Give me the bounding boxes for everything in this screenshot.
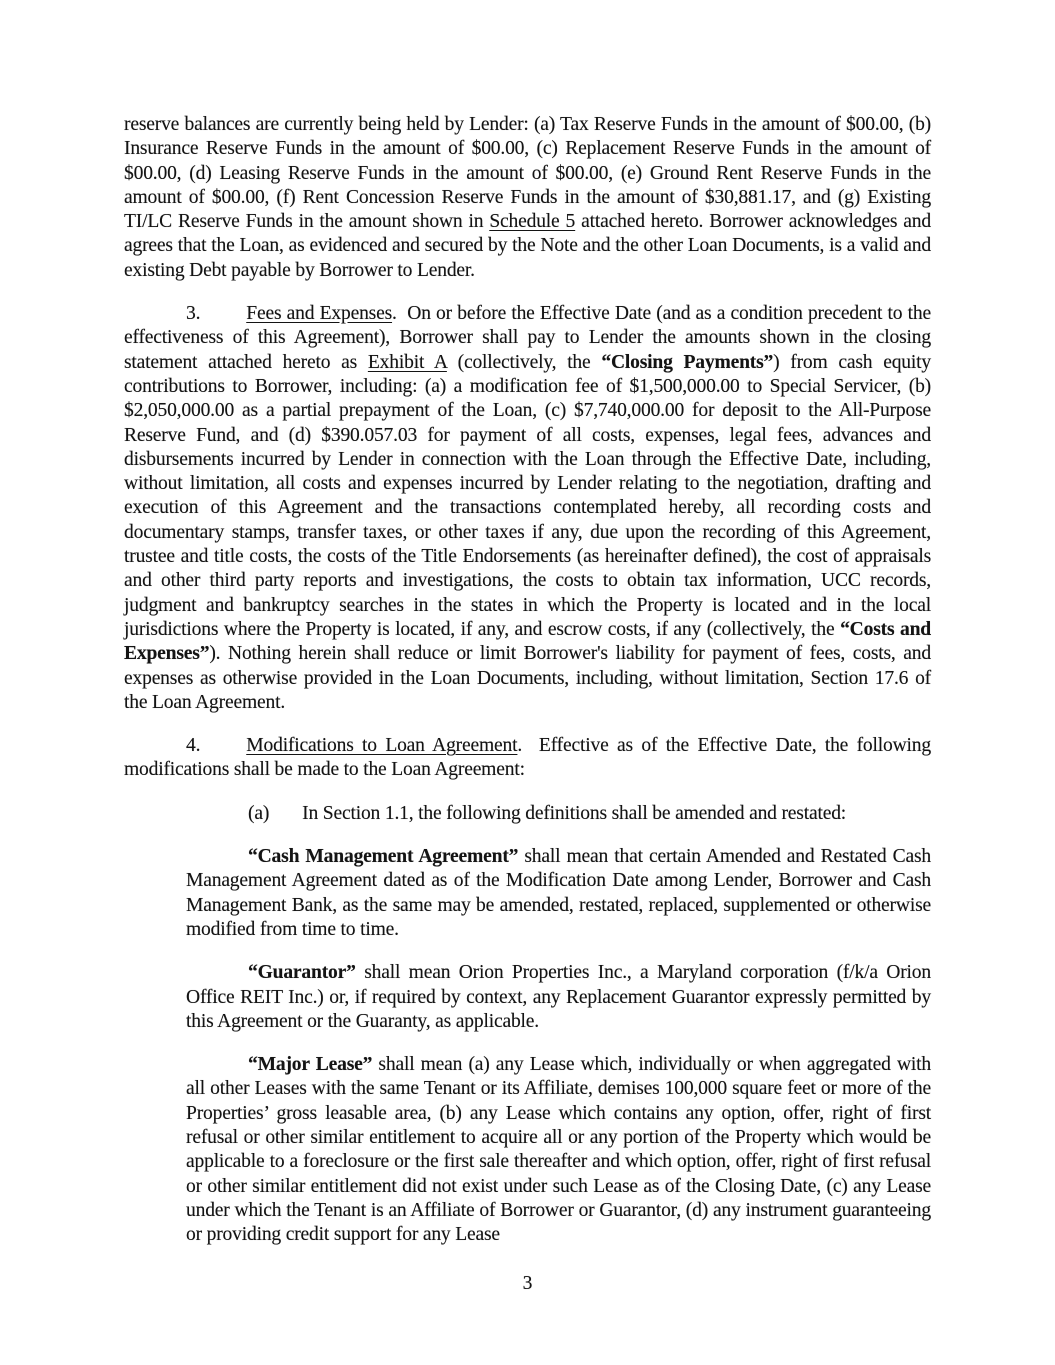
definition-guarantor — [186, 961, 931, 1034]
text-run: (collectively, the — [446, 351, 602, 373]
text-run: shall mean (a) any Lease which, individually or when aggregated with all other Leases with the same Tenant or its Affiliate, demises 100,000 square feet or more of the Properties’ gross leasable area, (b) any Lease which contains any option, offer, right of first refusal or other similar entitlement to acquire all or any portion of the Property which would be applicable to a foreclosure or the first sale thereafter and which option, offer, right of first refusal or other similar entitlement did not exist under such Lease as of the Closing Date, (c) any Lease under which the Tenant is an Affiliate of Borrower or Guarantor, (d) any instrument guaranteeing or providing credit support for any Lease — [186, 1054, 931, 1246]
paragraph-3-fees-and-expenses — [124, 302, 931, 715]
definition-major-lease — [186, 1053, 931, 1247]
text-run: shall mean Orion Properties Inc., a Maryland corporation (f/k/a Orion Office REIT Inc.) or, if required by context, any Replacement Guarantor expressly permitted by this Agreement or the Guaranty, as applicable. — [186, 962, 931, 1032]
paragraph-4a-section-1-1 — [124, 802, 931, 826]
list-marker: (a) — [248, 802, 270, 824]
defined-term-cash-management-agreement: “Cash Management Agreement” — [248, 846, 519, 868]
paragraph-4-modifications-to-loan-agreement — [124, 734, 931, 783]
text-run: ). Nothing herein shall reduce or limit Borrower's liability for payment of fees, costs, and expenses as otherwise provided in the Loan Documents, including, without limitation, Section 17.6 of the Loan Agreement. — [124, 643, 931, 713]
defined-term-guarantor: “Guarantor” — [248, 962, 356, 984]
text-run: ) from cash equity contributions to Borrower, including: (a) a modification fee of $1,500,000.00 to Special Servicer, (b) $2,050,000.00 as a partial prepayment of the Loan, (c) $7,740,000.00 for deposit to the All-Purpose Reserve Fund, and (d) $390.057.03 for payment of all costs, expenses, legal fees, advances and disbursements incurred by Lender in connection with the Loan through the Effective Date, including, without limitation, all costs and expenses incurred by Lender relating to the negotiation, drafting and execution of this Agreement and the transactions contemplated hereby, all recording costs and documentary stamps, transfer taxes, or other taxes if any, due upon the recording of this Agreement, trustee and title costs, the costs of the Title Endorsements (as hereinafter defined), the cost of appraisals and other third party reports and investigations, the costs to obtain tax information, UCC records, judgment and bankruptcy searches in the states in which the Property is located and in the local jurisdictions where the Property is located, if any, and escrow costs, if any (collectively, the — [124, 351, 931, 640]
text-run: . On or before the Effective Date (and as a condition precedent to the effectiveness of this Agreement), Borrower shall pay to Lender the amounts shown in the closing statement attached hereto as — [124, 303, 931, 373]
paragraph-reserve-balances — [124, 113, 931, 283]
section-heading-modifications: Modifications to Loan Agreement — [246, 735, 518, 757]
text-run: . Effective as of the Effective Date, the following modifications shall be made to the Loan Agreement: — [124, 735, 931, 781]
text-run: In Section 1.1, the following definitions shall be amended and restated: — [302, 802, 847, 824]
definition-cash-management-agreement — [186, 845, 931, 942]
defined-term-closing-payments: “Closing Payments” — [601, 351, 774, 373]
defined-term-costs-and-expenses: “Costs and Expenses” — [124, 618, 931, 665]
defined-term-major-lease: “Major Lease” — [248, 1054, 373, 1076]
text-run: attached hereto. Borrower acknowledges and agrees that the Loan, as evidenced and secured by the Note and the other Loan Documents, is a valid and existing Debt payable by Borrower to Lender. — [124, 211, 931, 281]
section-heading-fees-and-expenses: Fees and Expenses — [246, 303, 393, 325]
text-run: reserve balances are currently being held by Lender: (a) Tax Reserve Funds in the amount of $00.00, (b) Insurance Reserve Funds in the amount of $00.00, (c) Replacement Reserve Funds in the amount of $00.00, (d) Leasing Reserve Funds in the amount of $00.00, (e) Ground Rent Reserve Funds in the amount of $00.00, (f) Rent Concession Reserve Funds in the amount of $30,881.17, and (g) Existing TI/LC Reserve Funds in the amount shown in — [124, 114, 931, 233]
page-number: 3 — [522, 1273, 533, 1294]
section-number: 3. — [186, 303, 201, 325]
schedule-5-reference: Schedule 5 — [489, 211, 576, 233]
text-run: shall mean that certain Amended and Restated Cash Management Agreement dated as of the Modification Date among Lender, Borrower and Cash Management Bank, as the same may be amended, restated, replaced, supplemented or otherwise modified from time to time. — [186, 846, 931, 940]
document-body — [124, 113, 931, 1247]
exhibit-a-reference: Exhibit A — [367, 351, 447, 373]
section-number: 4. — [186, 735, 201, 757]
